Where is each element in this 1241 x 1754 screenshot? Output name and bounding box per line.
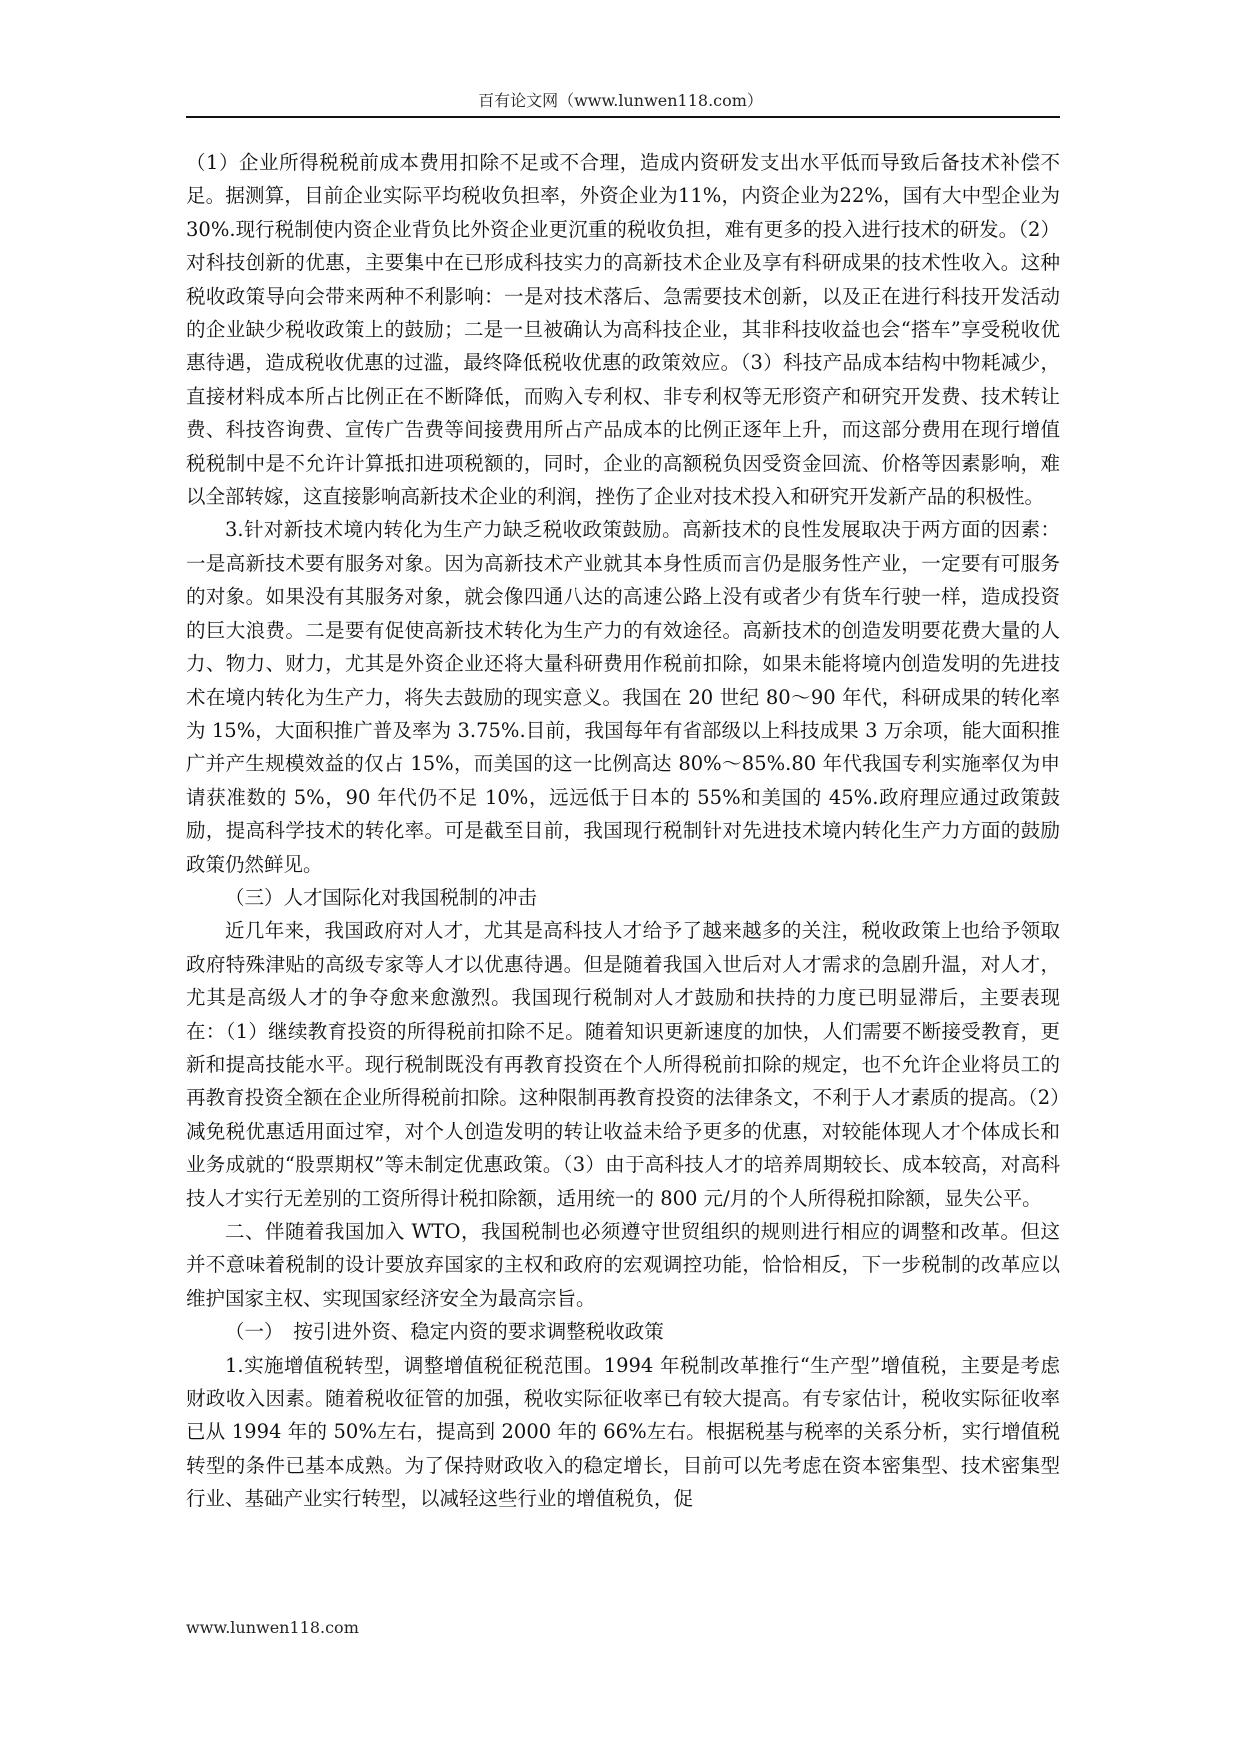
page-header: 百有论文网（www.lunwen118.com） bbox=[478, 91, 763, 110]
paragraph-talent: 近几年来，我国政府对人才，尤其是高科技人才给予了越来越多的关注，税收政策上也给予领取政府特殊津贴的高级专家等人才以优惠待遇。但是随着我国入世后对人才需求的急剧升温，对人才，尤其是高级人才的争夺愈来愈激烈。我国现行税制对人才鼓励和扶持的力度已明显滞后，主要表现在：（1）继续教育投资的所得税前扣除不足。随着知识更新速度的加快，人们需要不断接受教育，更新和提高技能水平。现行税制既没有再教育投资在个人所得税前扣除的规定，也不允许企业将员工的再教育投资全额在企业所得税前扣除。这种限制再教育投资的法律条文，不利于人才素质的提高。（2）减免税优惠适用面过窄，对个人创造发明的转让收益未给予更多的优惠，对较能体现人才个体成长和业务成就的“股票期权”等未制定优惠政策。（3）由于高科技人才的培养周期较长、成本较高，对高科技人才实行无差别的工资所得计税扣除额，适用统一的 800 元/月的个人所得税扣除额，显失公平。 bbox=[186, 919, 1060, 1210]
paragraph-vat: 1.实施增值税转型，调整增值税征税范围。1994 年税制改革推行“生产型”增值税，主要是考虑财政收入因素。随着税收征管的加强，税收实际征收率已有较大提高。有专家估计，税收实际征收率已从 1994 年的 50%左右，提高到 2000 年的 66%左右。根据税基与税率的关系分析，实行增值税转型的条件已基本成熟。为了保持财政收入的稳定增长，目前可以先考虑在资本密集型、技术密集型行业、基础产业实行转型，以减轻这些行业的增值税负，促 bbox=[186, 1353, 1060, 1511]
paragraph-wto: 二、伴随着我国加入 WTO，我国税制也必须遵守世贸组织的规则进行相应的调整和改革。但这并不意味着税制的设计要放弃国家的主权和政府的宏观调控功能，恰恰相反，下一步税制的改革应以维护国家主权、实现国家经济安全为最高宗旨。 bbox=[186, 1220, 1060, 1310]
section-heading-foreign-capital: （一） 按引进外资、稳定内资的要求调整税收政策 bbox=[225, 1320, 664, 1344]
section-heading-talent: （三）人才国际化对我国税制的冲击 bbox=[225, 885, 538, 909]
paragraph-cost-deduction: （1）企业所得税税前成本费用扣除不足或不合理，造成内资研发支出水平低而导致后备技术补偿不足。据测算，目前企业实际平均税收负担率，外资企业为11%，内资企业为22%，国有大中型企业为30%.现行税制使内资企业背负比外资企业更沉重的税收负担，难有更多的投入进行技术的研发。（2）对科技创新的优惠，主要集中在已形成科技实力的高新技术企业及享有科研成果的技术性收入。这种税收政策导向会带来两种不利影响：一是对技术落后、急需要技术创新，以及正在进行科技开发活动的企业缺少税收政策上的鼓励；二是一旦被确认为高科技企业，其非科技收益也会“搭车”享受税收优惠待遇，造成税收优惠的过滥，最终降低税收优惠的政策效应。（3）科技产品成本结构中物耗减少，直接材料成本所占比例正在不断降低，而购入专利权、非专利权等无形资产和研究开发费、技术转让费、科技咨询费、宣传广告费等间接费用所占产品成本的比例正逐年上升，而这部分费用在现行增值税税制中是不允许计算抵扣进项税额的，同时，企业的高额税负因受资金回流、价格等因素影响，难以全部转嫁，这直接影响高新技术企业的利润，挫伤了企业对技术投入和研究开发新产品的积极性。 bbox=[186, 151, 1060, 509]
header-divider bbox=[186, 116, 1060, 118]
document-body bbox=[186, 146, 1060, 1516]
paragraph-tech-transfer: 3.针对新技术境内转化为生产力缺乏税收政策鼓励。高新技术的良性发展取决于两方面的因素：一是高新技术要有服务对象。因为高新技术产业就其本身性质而言仍是服务性产业，一定要有可服务的对象。如果没有其服务对象，就会像四通八达的高速公路上没有或者少有货车行驶一样，造成投资的巨大浪费。二是要有促使高新技术转化为生产力的有效途径。高新技术的创造发明要花费大量的人力、物力、财力，尤其是外资企业还将大量科研费用作税前扣除，如果未能将境内创造发明的先进技术在境内转化为生产力，将失去鼓励的现实意义。我国在 20 世纪 80～90 年代，科研成果的转化率为 15%，大面积推广普及率为 3.75%.目前，我国每年有省部级以上科技成果 3 万余项，能大面积推广并产生规模效益的仅占 15%，而美国的这一比例高达 80%～85%.80 年代我国专利实施率仅为申请获准数的 5%，90 年代仍不足 10%，远远低于日本的 55%和美国的 45%.政府理应通过政策鼓励，提高科学技术的转化率。可是截至目前，我国现行税制针对先进技术境内转化生产力方面的鼓励政策仍然鲜见。 bbox=[186, 518, 1060, 876]
page-footer[interactable]: www.lunwen118.com bbox=[186, 1618, 359, 1637]
